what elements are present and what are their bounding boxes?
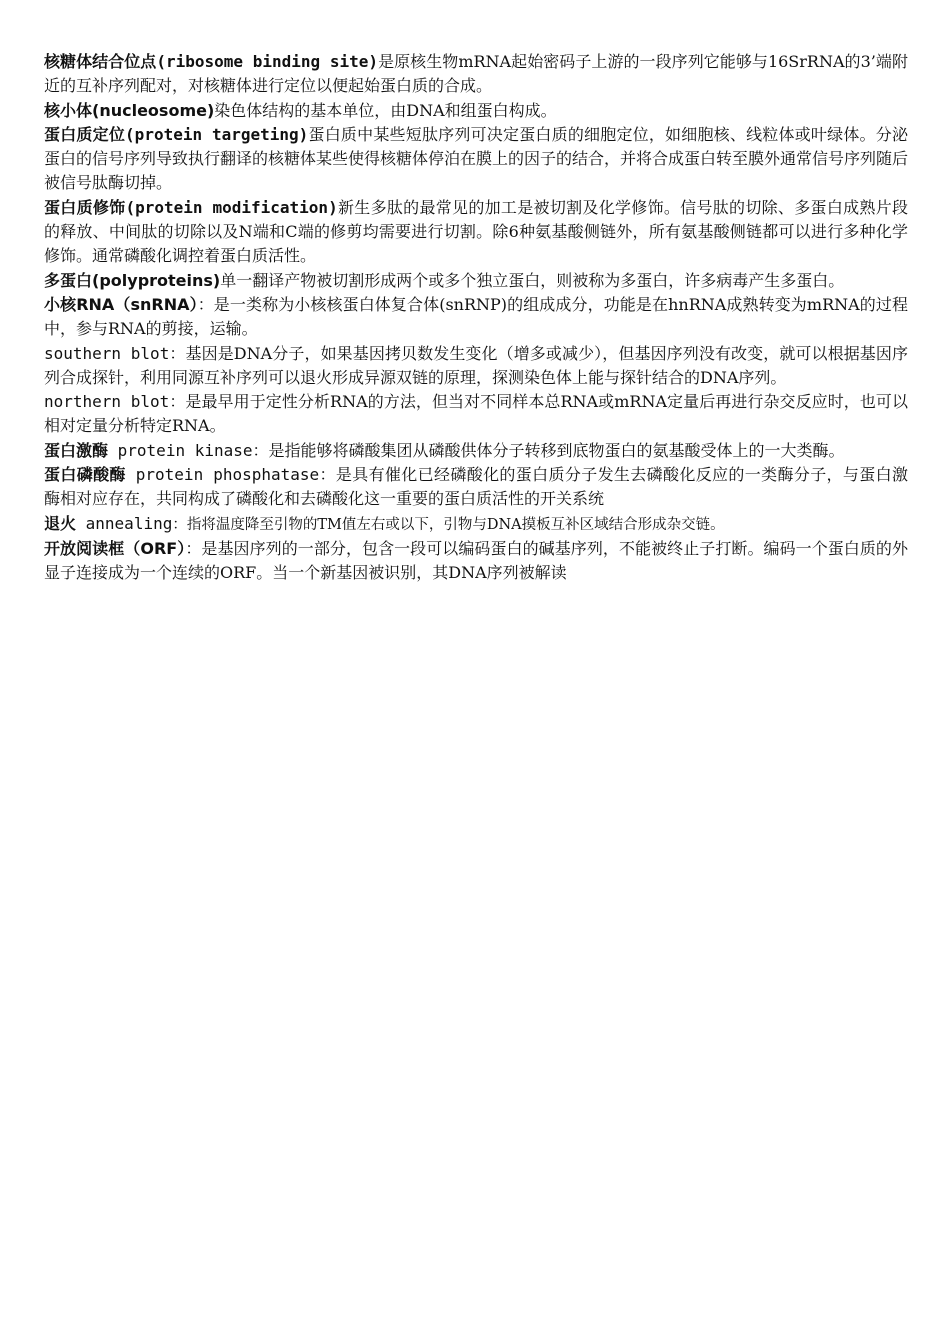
entry-definition: 蛋白质中某些短肽序列可决定蛋白质的细胞定位，如细胞核、线粒体或叶绿体。分泌蛋白的信号序列导致执行翻译的核糖体某些使得核糖体停泊在膜上的因子的结合，并将合成蛋白转至膜外通常信号序列随后被信号肽酶切掉。 xyxy=(44,124,909,193)
entry-definition: 新生多肽的最常见的加工是被切割及化学修饰。信号肽的切除、多蛋白成熟片段的释放、中间肽的切除以及N端和C端的修剪均需要进行切割。除6种氨基酸侧链外，所有氨基酸侧链都可以进行多种化学修饰。通常磷酸化调控着蛋白质活性。 xyxy=(44,197,908,266)
entry-term-english: (protein targeting) xyxy=(125,124,309,144)
entry-definition: 是原核生物mRNA起始密码子上游的一段序列它能够与16SrRNA的3’端附近的互补序列配对，对核糖体进行定位以便起始蛋白质的合成。 xyxy=(44,52,908,96)
entry-term-english: (nucleosome) xyxy=(92,100,215,120)
entry-nucleosome xyxy=(44,99,908,123)
entry-term-english: (polyproteins) xyxy=(92,270,221,290)
entry-protein-kinase xyxy=(44,439,908,463)
entry-term: 退火 xyxy=(44,513,77,533)
entry-term: 核糖体结合位点 xyxy=(44,52,157,71)
entry-term-english: protein kinase xyxy=(108,440,253,460)
entry-term: 小核RNA（snRNA） xyxy=(44,294,198,314)
entry-protein-targeting xyxy=(44,123,908,196)
entry-snrna xyxy=(44,293,908,342)
entry-term-english: northern blot xyxy=(44,392,170,412)
entry-term: 开放阅读框（ORF） xyxy=(44,538,186,558)
entry-term-english: southern blot xyxy=(44,343,170,363)
entry-northern-blot xyxy=(44,390,908,439)
entry-term: 蛋白磷酸酶 xyxy=(44,465,126,485)
entry-definition: ：是基因序列的一部分，包含一段可以编码蛋白的碱基序列，不能被终止子打断。编码一个蛋白质的外显子连接成为一个连续的ORF。当一个新基因被识别，其DNA序列被解读 xyxy=(44,538,908,583)
entry-protein-modification xyxy=(44,196,908,269)
entry-ribosome-binding-site xyxy=(44,50,908,99)
entry-southern-blot xyxy=(44,342,908,391)
entry-definition: ：是具有催化已经磷酸化的蛋白质分子发生去磷酸化反应的一类酶分子，与蛋白激酶相对应存在，共同构成了磷酸化和去磷酸化这一重要的蛋白质活性的开关系统 xyxy=(44,465,908,509)
entry-protein-phosphatase xyxy=(44,463,908,512)
entry-definition: ：指将温度降至引物的TM值左右或以下，引物与DNA摸板互补区域结合形成杂交链。 xyxy=(172,516,725,533)
entry-term: 多蛋白 xyxy=(44,270,93,290)
entry-term-english: protein phosphatase xyxy=(125,465,320,485)
entry-definition: ：是指能够将磷酸集团从磷酸供体分子转移到底物蛋白的氨基酸受体上的一大类酶。 xyxy=(252,440,845,460)
entry-term: 核小体 xyxy=(44,100,93,120)
entry-term: 蛋白质修饰 xyxy=(44,197,126,217)
entry-term: 蛋白质定位 xyxy=(44,124,126,144)
document-page xyxy=(44,50,908,586)
entry-definition: 染色体结构的基本单位，由DNA和组蛋白构成。 xyxy=(214,100,557,120)
entry-term-english: (ribosome binding site) xyxy=(156,52,379,71)
entry-term-english: annealing xyxy=(76,513,173,533)
entry-definition: 单一翻译产物被切割形成两个或多个独立蛋白，则被称为多蛋白，许多病毒产生多蛋白。 xyxy=(220,270,845,290)
entry-annealing xyxy=(44,512,908,537)
entry-open-reading-frame xyxy=(44,537,908,586)
entry-definition: ：是一类称为小核核蛋白体复合体(snRNP)的组成成分，功能是在hnRNA成熟转变为mRNA的过程中，参与RNA的剪接，运输。 xyxy=(44,294,908,339)
entry-definition: ：是最早用于定性分析RNA的方法，但当对不同样本总RNA或mRNA定量后再进行杂交反应时，也可以相对定量分析特定RNA。 xyxy=(44,392,908,436)
entry-polyproteins xyxy=(44,269,908,293)
entry-term: 蛋白激酶 xyxy=(44,440,109,460)
entry-term-english: (protein modification) xyxy=(125,197,338,217)
entry-definition: ：基因是DNA分子，如果基因拷贝数发生变化（增多或减少），但基因序列没有改变，就可以根据基因序列合成探针，利用同源互补序列可以退火形成异源双链的原理，探测染色体上能与探针结合的DNA序列。 xyxy=(44,343,908,387)
